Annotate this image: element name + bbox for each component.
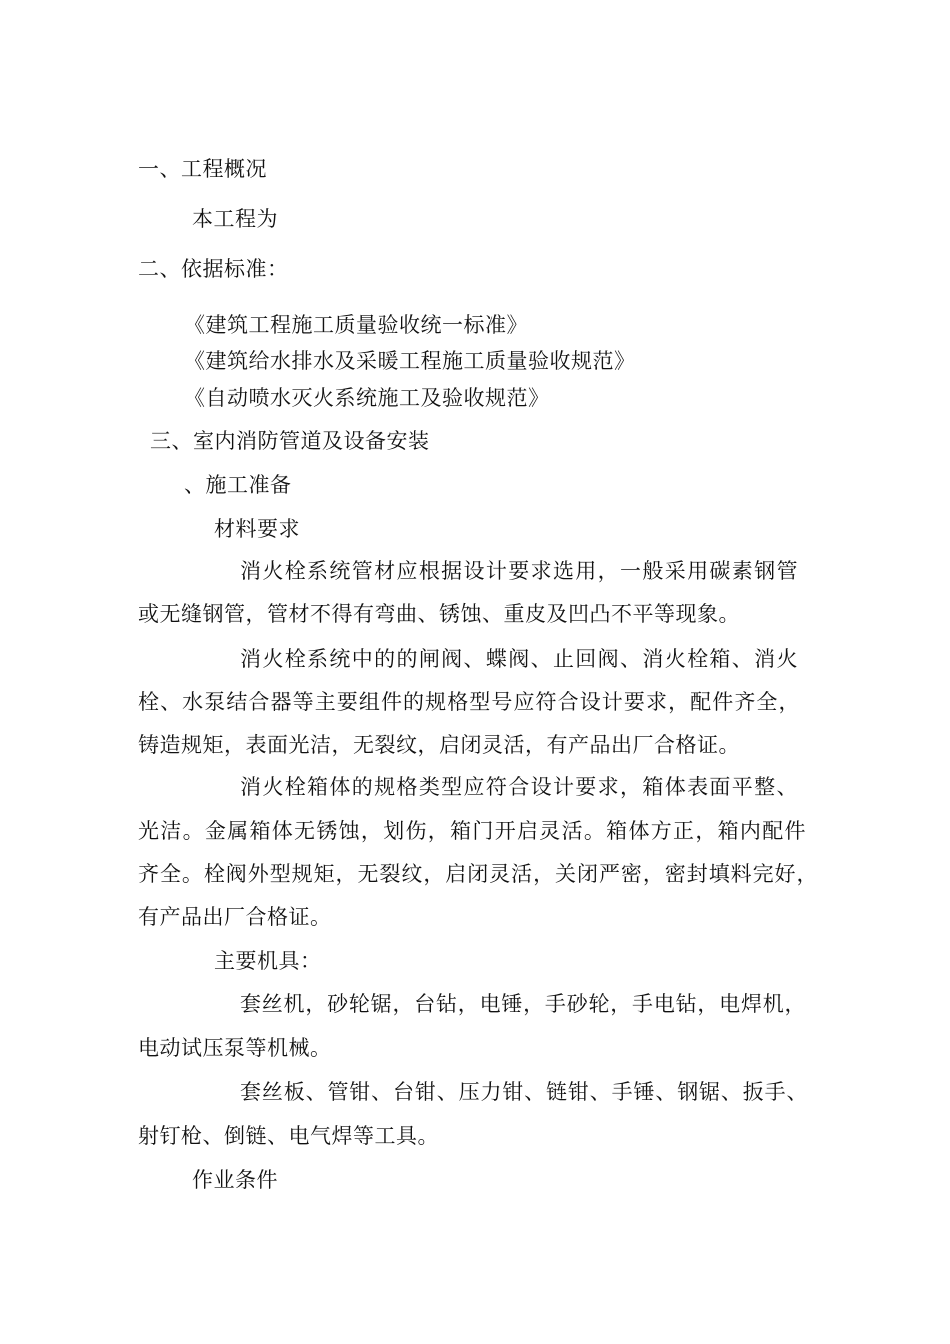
subsection-heading-materials: 材料要求 [214,517,300,541]
paragraph-line: 消火栓系统管材应根据设计要求选用，一般采用碳素钢管 [240,559,798,583]
section-heading-overview: 一、工程概况 [138,157,267,181]
paragraph-line: 消火栓箱体的规格类型应符合设计要求，箱体表面平整、 [240,775,798,799]
section-heading-standards: 二、依据标准： [138,257,289,281]
paragraph-line: 或无缝钢管，管材不得有弯曲、锈蚀、重皮及凹凸不平等现象。 [138,602,740,626]
subsection-heading-preparation: 、施工准备 [184,473,292,497]
paragraph-line: 齐全。栓阀外型规矩，无裂纹，启闭灵活，关闭严密，密封填料完好， [138,862,818,886]
subsection-heading-conditions: 作业条件 [192,1168,278,1192]
paragraph-line: 射钉枪、倒链、电气焊等工具。 [138,1124,439,1148]
paragraph-line: 电动试压泵等机械。 [138,1036,332,1060]
paragraph-line: 栓、水泵结合器等主要组件的规格型号应符合设计要求，配件齐全， [138,690,800,714]
paragraph-line: 铸造规矩，表面光洁，无裂纹，启闭灵活，有产品出厂合格证。 [138,733,740,757]
standard-item: 《建筑给水排水及采暖工程施工质量验收规范》 [184,349,636,373]
paragraph-line: 有产品出厂合格证。 [138,905,332,929]
overview-text: 本工程为 [192,207,278,231]
subsection-heading-tools: 主要机具： [214,949,322,973]
paragraph-line: 光洁。金属箱体无锈蚀，划伤，箱门开启灵活。箱体方正，箱内配件 [138,819,806,843]
standard-item: 《建筑工程施工质量验收统一标准》 [184,313,528,337]
paragraph-line: 套丝机，砂轮锯，台钻，电锤，手砂轮，手电钻，电焊机， [240,992,806,1016]
section-heading-installation: 三、室内消防管道及设备安装 [150,429,430,453]
paragraph-line: 消火栓系统中的的闸阀、蝶阀、止回阀、消火栓箱、消火 [240,647,798,671]
standard-item: 《自动喷水灭火系统施工及验收规范》 [184,386,550,410]
paragraph-line: 套丝板、管钳、台钳、压力钳、链钳、手锤、钢锯、扳手、 [240,1080,808,1104]
